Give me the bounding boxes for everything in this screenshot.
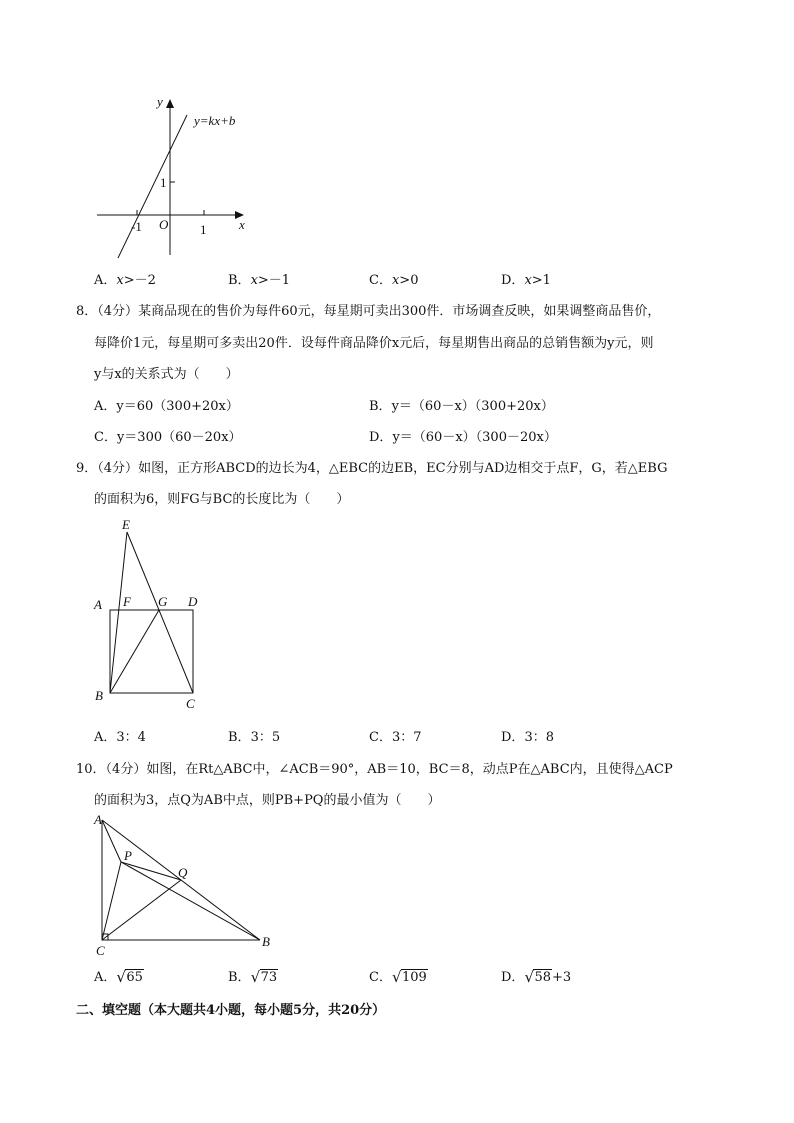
q8-text-1: 某商品现在的售价为每件60元，每星期可卖出300件．市场调查反映，如果调整商品售价， (138, 304, 661, 319)
q10-label-a: A (94, 812, 102, 827)
q8-number: 8． (76, 304, 98, 319)
q10-segment-cq (102, 880, 181, 940)
q10-option-a[interactable]: A． √ 65 (94, 968, 143, 986)
sqrt-symbol: √ 58 (524, 968, 551, 986)
q9-option-b[interactable]: B．3：5 (228, 730, 281, 745)
q8-option-a[interactable]: A．y＝60（300+20x） (94, 399, 239, 414)
q8-option-b[interactable]: B．y＝（60－x）（300+20x） (369, 399, 554, 414)
q10-segment-pq (121, 862, 181, 880)
q9-label-f: F (123, 594, 131, 609)
q7-x-label: x (239, 217, 245, 232)
q10-number: 10． (76, 762, 106, 777)
q7-tick-y-label: 1 (160, 175, 167, 190)
q9-label-g: G (158, 594, 168, 609)
q10-option-c[interactable]: C． √ 109 (369, 968, 427, 986)
q8-stem-line2: 每降价1元，每星期可多卖出20件．设每件商品降价x元后，每星期售出商品的总销售额为y元，则 (94, 336, 654, 351)
q7-tick-xneg-label: -1 (131, 219, 142, 234)
q10-label-c: C (96, 943, 105, 958)
q9-stem-line2: 的面积为6，则FG与BC的长度比为（ ） (94, 492, 350, 507)
q10-segment-ap (102, 820, 121, 862)
sqrt-symbol: √ 65 (116, 968, 143, 986)
q10-points: （4分） (105, 762, 147, 777)
q7-line-label: y=kx+b (194, 113, 236, 128)
q10-stem-line2: 的面积为3，点Q为AB中点，则PB+PQ的最小值为（ ） (94, 793, 441, 808)
q9-option-c[interactable]: C．3：7 (369, 730, 422, 745)
q7-option-a[interactable]: A．x>－2 (94, 273, 156, 288)
q10-option-b[interactable]: B． √ 73 (228, 968, 278, 986)
q9-label-b: B (95, 688, 103, 703)
q8-points: （4分） (97, 304, 139, 319)
q9-points: （4分） (97, 461, 139, 476)
q9-label-c: C (186, 696, 195, 711)
q10-option-d[interactable]: D． √ 58+3 (501, 968, 572, 986)
q7-y-label: y (157, 94, 163, 109)
q9-number: 9． (76, 461, 98, 476)
q9-option-a[interactable]: A．3：4 (94, 730, 146, 745)
q9-label-e: E (122, 517, 130, 532)
q9-option-d[interactable]: D．3：8 (501, 730, 554, 745)
sqrt-symbol: √ 73 (250, 968, 278, 986)
q9-text-1: 如图，正方形ABCD的边长为4，△EBC的边EB，EC分别与AD边相交于点F，G，若△EBG (138, 461, 668, 476)
q7-origin-label: O (159, 217, 169, 232)
q10-segment-pb (121, 862, 260, 940)
q7-option-d[interactable]: D．x>1 (501, 273, 551, 288)
q7-option-b[interactable]: B．x>－1 (228, 273, 291, 288)
q10-label-q: Q (178, 865, 188, 880)
q8-option-d[interactable]: D．y＝（60－x）（300－20x） (369, 430, 557, 445)
q8-stem-line3: y与x的关系式为（ ） (94, 367, 239, 382)
q9-label-d: D (188, 594, 198, 609)
q10-text-1: 如图，在Rt△ABC中，∠ACB＝90°，AB＝10，BC＝8，动点P在△ABC内，且使得△ACP (146, 762, 673, 777)
q7-tick-x-label: 1 (200, 222, 207, 237)
q9-label-a: A (94, 597, 102, 612)
q10-label-p: P (124, 848, 132, 863)
sqrt-symbol: √ 109 (391, 968, 427, 986)
q10-label-b: B (262, 934, 270, 949)
q8-option-c[interactable]: C．y＝300（60－20x） (94, 430, 242, 445)
section-2-title: 二、填空题（本大题共4小题，每小题5分，共20分） (76, 1003, 386, 1018)
q7-option-c[interactable]: C．x>0 (369, 273, 419, 288)
